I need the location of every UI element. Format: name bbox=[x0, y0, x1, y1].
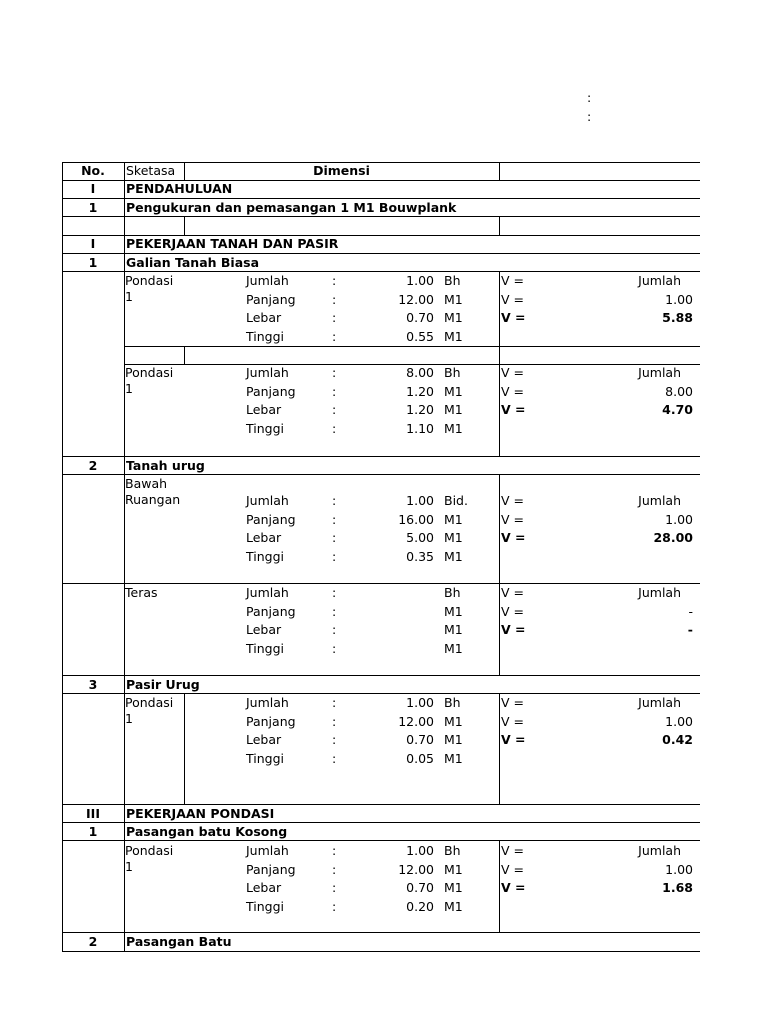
dimension-value: 16.00 bbox=[398, 511, 434, 527]
dimension-colon: : bbox=[332, 640, 337, 656]
dimension-label: Panjang bbox=[246, 383, 296, 399]
volume-label: V = bbox=[501, 273, 524, 288]
dimension-label: Jumlah bbox=[246, 273, 289, 288]
dimension-unit: M1 bbox=[444, 732, 463, 747]
volume-label: V = bbox=[501, 511, 524, 527]
dimension-label: Lebar bbox=[246, 622, 282, 637]
volume-jumlah-label: Jumlah bbox=[638, 365, 681, 380]
dimension-unit: M1 bbox=[444, 880, 463, 895]
volume-label: V = bbox=[501, 713, 524, 729]
dimension-label: Lebar bbox=[246, 310, 282, 325]
dimension-colon: : bbox=[332, 420, 337, 436]
dimension-value: 5.00 bbox=[406, 530, 434, 545]
item-sketch-label: Pondasi bbox=[125, 273, 174, 288]
volume-total-value: 5.88 bbox=[662, 310, 693, 325]
dimension-colon: : bbox=[332, 622, 337, 637]
dimension-label: Jumlah bbox=[246, 365, 289, 380]
dimension-unit: M1 bbox=[444, 310, 463, 325]
dimension-unit: Bh bbox=[444, 365, 461, 380]
dimension-colon: : bbox=[332, 898, 337, 914]
item-sketch-label: Teras bbox=[125, 585, 158, 600]
volume-jumlah-value: 1.00 bbox=[665, 511, 693, 527]
dimension-value: 8.00 bbox=[406, 365, 434, 380]
dimension-label: Panjang bbox=[246, 603, 296, 619]
dimension-label: Tinggi bbox=[246, 640, 284, 656]
section-title: Pasangan Batu bbox=[126, 934, 232, 949]
dimension-colon: : bbox=[332, 843, 337, 858]
volume-jumlah-label: Jumlah bbox=[638, 493, 681, 508]
volume-label: V = bbox=[501, 695, 524, 710]
dimension-value: 0.20 bbox=[406, 898, 434, 914]
volume-total-value: 1.68 bbox=[662, 880, 693, 895]
dimension-value: 12.00 bbox=[398, 713, 434, 729]
section-no: 1 bbox=[88, 200, 98, 215]
dimension-label: Lebar bbox=[246, 880, 282, 895]
dimension-colon: : bbox=[332, 695, 337, 710]
volume-label: V = bbox=[501, 843, 524, 858]
dimension-colon: : bbox=[332, 310, 337, 325]
dimension-label: Lebar bbox=[246, 530, 282, 545]
dimension-colon: : bbox=[332, 880, 337, 895]
volume-total-value: - bbox=[687, 622, 693, 637]
section-no: 3 bbox=[88, 677, 98, 692]
dimension-label: Jumlah bbox=[246, 843, 289, 858]
dimension-value: 0.35 bbox=[406, 548, 434, 564]
section-title: PEKERJAAN TANAH DAN PASIR bbox=[126, 236, 339, 251]
dimension-colon: : bbox=[332, 585, 337, 600]
section-no: 2 bbox=[88, 934, 98, 949]
item-sketch-label: 1 bbox=[125, 711, 133, 726]
item-sketch-label: Bawah bbox=[125, 476, 168, 491]
dimension-unit: M1 bbox=[444, 548, 463, 564]
dimension-colon: : bbox=[332, 530, 337, 545]
dimension-label: Lebar bbox=[246, 732, 282, 747]
dimension-label: Panjang bbox=[246, 713, 296, 729]
dimension-value: 0.70 bbox=[406, 732, 434, 747]
dimension-label: Tinggi bbox=[246, 898, 284, 914]
volume-total-value: 28.00 bbox=[653, 530, 693, 545]
volume-label: V = bbox=[501, 603, 524, 619]
header-no: No. bbox=[81, 163, 105, 178]
dimension-label: Tinggi bbox=[246, 750, 284, 766]
dimension-unit: M1 bbox=[444, 420, 463, 436]
item-sketch-label: Pondasi bbox=[125, 695, 174, 710]
item-sketch-label: 1 bbox=[125, 859, 133, 874]
dimension-label: Jumlah bbox=[246, 585, 289, 600]
header-colon: : bbox=[587, 109, 592, 124]
dimension-unit: Bh bbox=[444, 843, 461, 858]
dimension-value: 1.20 bbox=[406, 402, 434, 417]
header-sketch: Sketasa bbox=[126, 163, 176, 178]
dimension-colon: : bbox=[332, 603, 337, 619]
dimension-value: 1.00 bbox=[406, 843, 434, 858]
dimension-colon: : bbox=[332, 365, 337, 380]
volume-total-label: V = bbox=[501, 732, 526, 747]
item-sketch-label: Ruangan bbox=[125, 492, 181, 507]
dimension-colon: : bbox=[332, 713, 337, 729]
volume-label: V = bbox=[501, 291, 524, 307]
volume-jumlah-label: Jumlah bbox=[638, 273, 681, 288]
dimension-colon: : bbox=[332, 328, 337, 344]
item-sketch-label: Pondasi bbox=[125, 365, 174, 380]
dimension-label: Panjang bbox=[246, 291, 296, 307]
dimension-value: 1.00 bbox=[406, 273, 434, 288]
section-title: Tanah urug bbox=[126, 458, 205, 473]
dimension-unit: M1 bbox=[444, 402, 463, 417]
dimension-label: Panjang bbox=[246, 511, 296, 527]
volume-jumlah-label: Jumlah bbox=[638, 843, 681, 858]
volume-jumlah-value: 1.00 bbox=[665, 861, 693, 877]
dimension-colon: : bbox=[332, 493, 337, 508]
dimension-colon: : bbox=[332, 548, 337, 564]
section-title: PEKERJAAN PONDASI bbox=[126, 806, 275, 821]
dimension-label: Jumlah bbox=[246, 493, 289, 508]
dimension-colon: : bbox=[332, 291, 337, 307]
section-no: 2 bbox=[88, 458, 98, 473]
dimension-unit: M1 bbox=[444, 383, 463, 399]
dimension-value: 0.70 bbox=[406, 880, 434, 895]
dimension-value: 1.00 bbox=[406, 695, 434, 710]
dimension-value: 0.05 bbox=[406, 750, 434, 766]
volume-total-label: V = bbox=[501, 402, 526, 417]
dimension-label: Tinggi bbox=[246, 328, 284, 344]
dimension-label: Panjang bbox=[246, 861, 296, 877]
volume-total-label: V = bbox=[501, 530, 526, 545]
section-title: Pasir Urug bbox=[126, 677, 200, 692]
section-no: III bbox=[86, 806, 100, 821]
volume-jumlah-value: 1.00 bbox=[665, 291, 693, 307]
dimension-value: 0.55 bbox=[406, 328, 434, 344]
item-sketch-label: Pondasi bbox=[125, 843, 174, 858]
dimension-colon: : bbox=[332, 750, 337, 766]
section-no: I bbox=[90, 236, 96, 251]
volume-total-label: V = bbox=[501, 310, 526, 325]
dimension-value: 1.00 bbox=[406, 493, 434, 508]
section-no: 1 bbox=[88, 824, 98, 839]
volume-jumlah-value: - bbox=[688, 603, 693, 619]
volume-label: V = bbox=[501, 493, 524, 508]
dimension-unit: M1 bbox=[444, 640, 463, 656]
volume-total-value: 0.42 bbox=[662, 732, 693, 747]
dimension-colon: : bbox=[332, 402, 337, 417]
dimension-value: 1.10 bbox=[406, 420, 434, 436]
dimension-unit: M1 bbox=[444, 713, 463, 729]
section-title: Galian Tanah Biasa bbox=[126, 255, 260, 270]
dimension-unit: M1 bbox=[444, 603, 463, 619]
dimension-unit: M1 bbox=[444, 622, 463, 637]
header-dimension: Dimensi bbox=[313, 163, 370, 178]
dimension-colon: : bbox=[332, 383, 337, 399]
dimension-label: Lebar bbox=[246, 402, 282, 417]
volume-label: V = bbox=[501, 365, 524, 380]
dimension-unit: Bh bbox=[444, 585, 461, 600]
volume-jumlah-value: 1.00 bbox=[665, 713, 693, 729]
volume-label: V = bbox=[501, 585, 524, 600]
dimension-unit: M1 bbox=[444, 861, 463, 877]
dimension-label: Tinggi bbox=[246, 420, 284, 436]
item-sketch-label: 1 bbox=[125, 289, 133, 304]
dimension-colon: : bbox=[332, 732, 337, 747]
dimension-colon: : bbox=[332, 861, 337, 877]
dimension-unit: Bh bbox=[444, 695, 461, 710]
dimension-unit: M1 bbox=[444, 750, 463, 766]
volume-label: V = bbox=[501, 383, 524, 399]
volume-total-label: V = bbox=[501, 622, 526, 637]
volume-jumlah-value: 8.00 bbox=[665, 383, 693, 399]
dimension-unit: Bid. bbox=[444, 493, 468, 508]
dimension-unit: M1 bbox=[444, 530, 463, 545]
dimension-label: Jumlah bbox=[246, 695, 289, 710]
dimension-unit: Bh bbox=[444, 273, 461, 288]
dimension-value: 12.00 bbox=[398, 291, 434, 307]
header-colon: : bbox=[587, 90, 592, 105]
dimension-label: Tinggi bbox=[246, 548, 284, 564]
section-no: I bbox=[90, 181, 96, 196]
dimension-unit: M1 bbox=[444, 328, 463, 344]
dimension-unit: M1 bbox=[444, 291, 463, 307]
dimension-value: 0.70 bbox=[406, 310, 434, 325]
dimension-value: 12.00 bbox=[398, 861, 434, 877]
volume-total-value: 4.70 bbox=[662, 402, 693, 417]
volume-label: V = bbox=[501, 861, 524, 877]
dimension-value: 1.20 bbox=[406, 383, 434, 399]
dimension-unit: M1 bbox=[444, 511, 463, 527]
dimension-unit: M1 bbox=[444, 898, 463, 914]
volume-jumlah-label: Jumlah bbox=[638, 585, 681, 600]
dimension-colon: : bbox=[332, 511, 337, 527]
section-title: Pasangan batu Kosong bbox=[126, 824, 288, 839]
volume-total-label: V = bbox=[501, 880, 526, 895]
section-title: PENDAHULUAN bbox=[126, 181, 233, 196]
section-no: 1 bbox=[88, 255, 98, 270]
item-sketch-label: 1 bbox=[125, 381, 133, 396]
section-title: Pengukuran dan pemasangan 1 M1 Bouwplank bbox=[126, 200, 457, 215]
dimension-colon: : bbox=[332, 273, 337, 288]
volume-jumlah-label: Jumlah bbox=[638, 695, 681, 710]
